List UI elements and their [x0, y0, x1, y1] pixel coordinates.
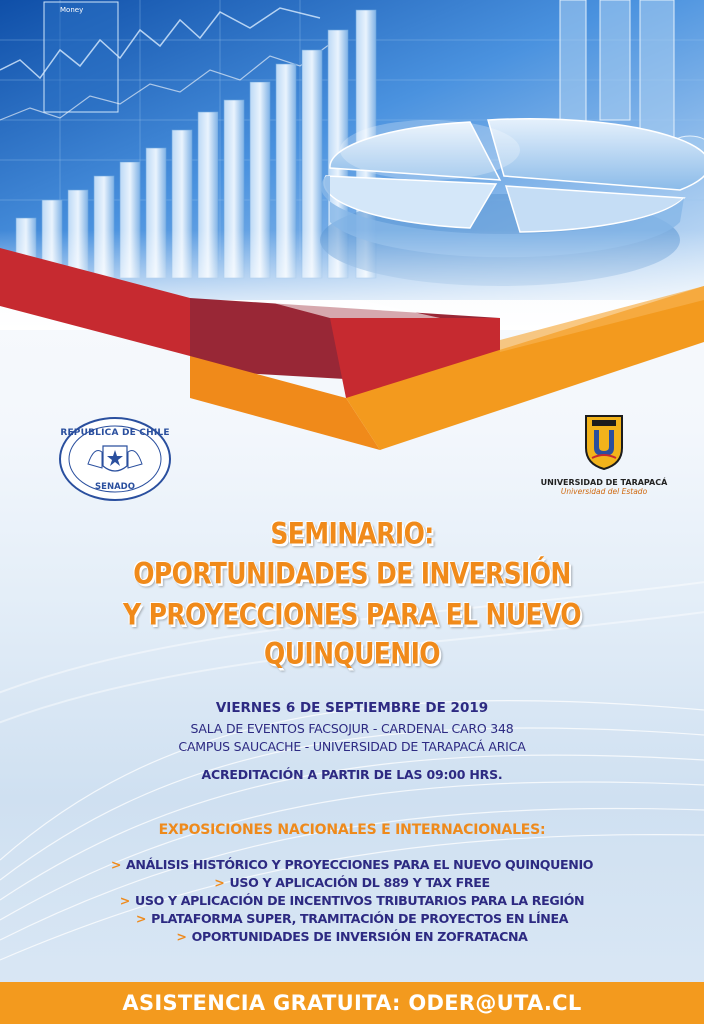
topic-text: USO Y APLICACIÓN DE INCENTIVOS TRIBUTARIOS PARA LA REGIÓN: [134, 893, 585, 908]
topic-text: OPORTUNIDADES DE INVERSIÓN EN ZOFRATACNA: [191, 929, 528, 944]
uta-logo: [540, 414, 668, 498]
arrow-bullet-icon: >: [110, 857, 122, 872]
topic-text: USO Y APLICACIÓN DL 889 Y TAX FREE: [229, 875, 490, 890]
arrow-bullet-icon: >: [135, 911, 147, 926]
senado-seal-top-text: REPUBLICA DE CHILE: [60, 428, 170, 438]
expositions-heading: EXPOSICIONES NACIONALES E INTERNACIONALES:: [158, 822, 546, 838]
uta-name: UNIVERSIDAD DE TARAPACÁ: [540, 478, 668, 487]
event-venue: SALA DE EVENTOS FACSOJUR - CARDENAL CARO 348: [190, 721, 514, 736]
title-line-2: OPORTUNIDADES DE INVERSIÓN: [133, 556, 571, 591]
accreditation-time: ACREDITACIÓN A PARTIR DE LAS 09:00 HRS.: [201, 767, 503, 782]
arrow-bullet-icon: >: [214, 875, 225, 890]
arrow-bullet-icon: >: [119, 893, 130, 908]
topics-list: [20, 856, 684, 946]
topic-item: [20, 910, 684, 928]
title-line-4: QUINQUENIO: [264, 636, 440, 671]
event-date: VIERNES 6 DE SEPTIEMBRE DE 2019: [215, 700, 489, 716]
topic-item: [20, 874, 684, 892]
topic-text: ANÁLISIS HISTÓRICO Y PROYECCIONES PARA EL NUEVO QUINQUENIO: [126, 857, 594, 872]
topic-item: [20, 856, 684, 874]
title-line-3: Y PROYECCIONES PARA EL NUEVO: [123, 597, 581, 632]
topic-item: [20, 928, 684, 946]
topic-item: [20, 892, 684, 910]
event-campus: CAMPUS SAUCACHE - UNIVERSIDAD DE TARAPACÁ ARICA: [178, 739, 526, 754]
senado-logo: [58, 416, 172, 502]
uta-subtitle: Universidad del Estado: [560, 487, 648, 496]
attendance-contact: ASISTENCIA GRATUITA: ODER@UTA.CL: [122, 991, 582, 1015]
senado-seal-bottom-text: SENADO: [95, 482, 135, 492]
uta-shield-icon: [584, 414, 624, 470]
topic-text: PLATAFORMA SUPER, TRAMITACIÓN DE PROYECTOS EN LÍNEA: [151, 911, 569, 926]
footer-banner: [0, 982, 704, 1024]
hero-financial-image: [0, 0, 704, 460]
title-line-1: SEMINARIO:: [270, 516, 434, 551]
money-label: Money: [60, 6, 84, 14]
arrow-bullet-icon: >: [176, 929, 187, 944]
